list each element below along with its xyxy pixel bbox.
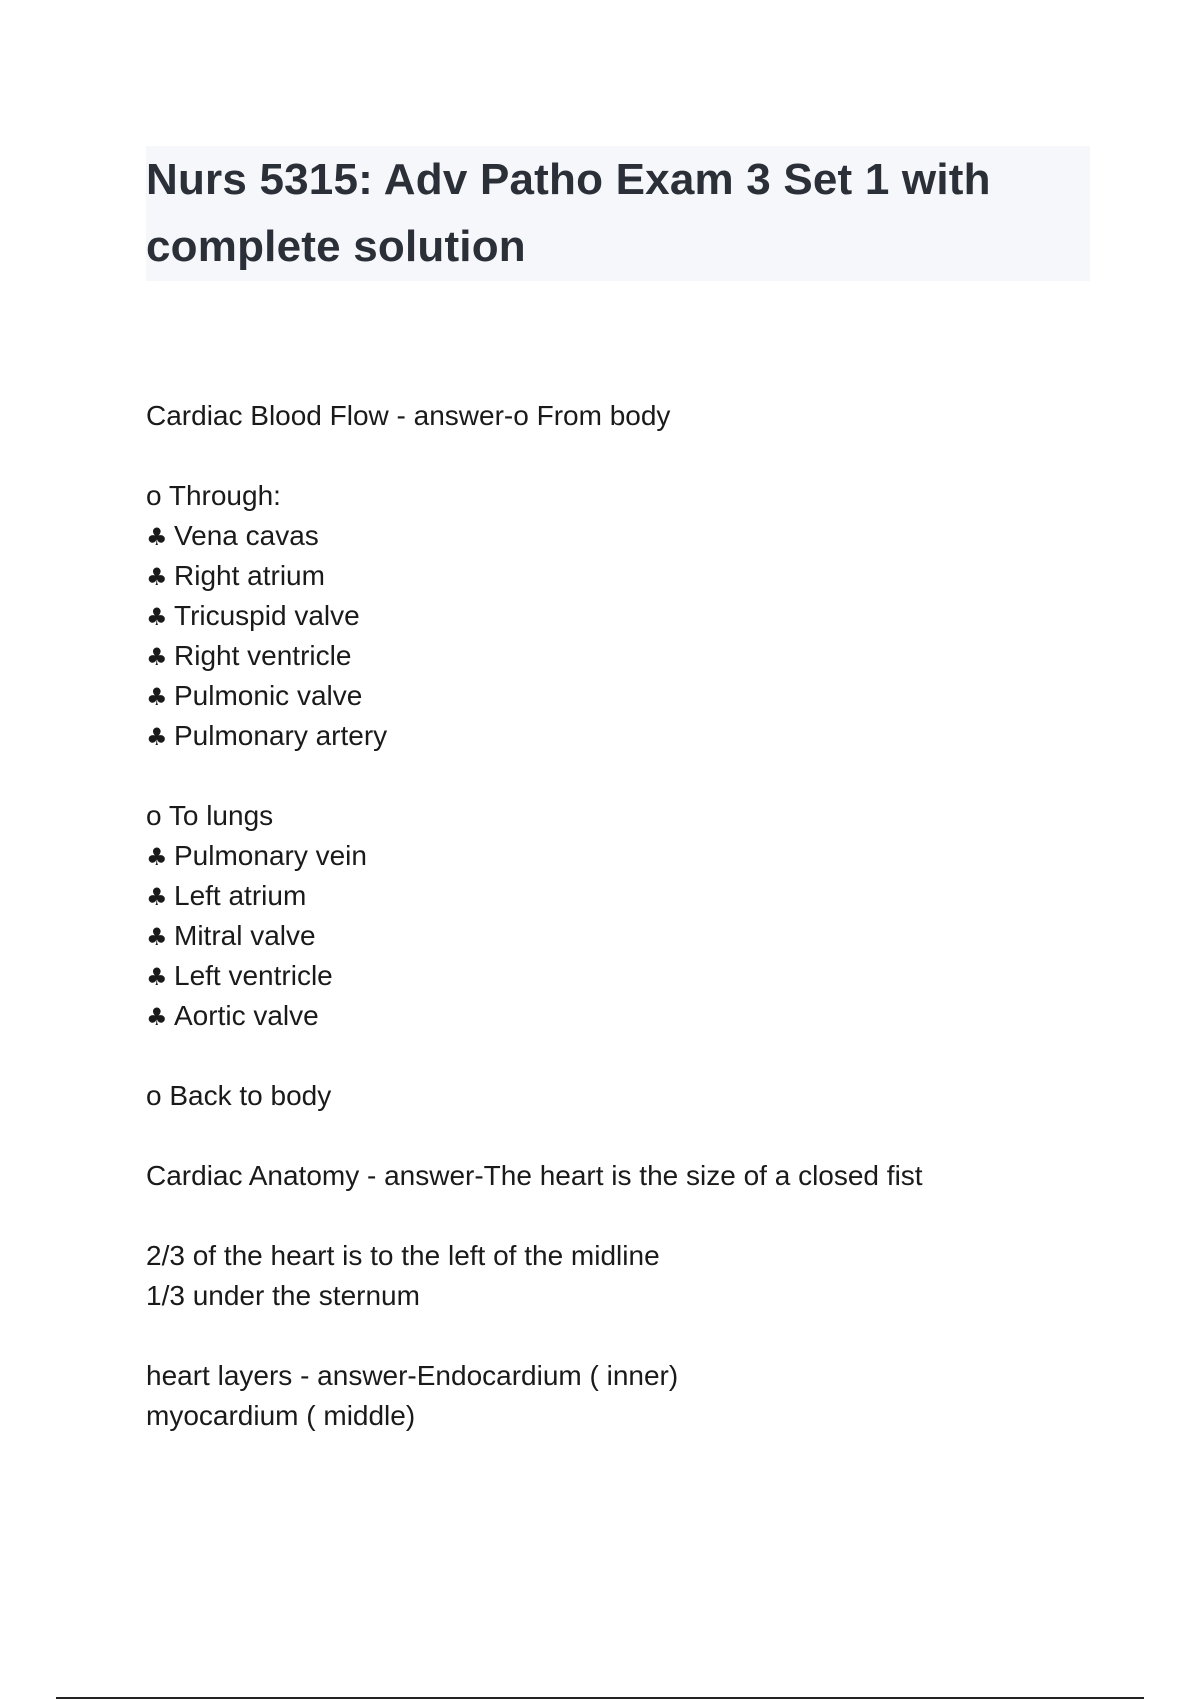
answer-line: myocardium ( middle) <box>146 1400 416 1431</box>
list-item: ♣ Vena cavas <box>146 516 1106 556</box>
club-bullet-icon: ♣ <box>146 883 168 911</box>
title-banner <box>146 146 1090 281</box>
title-line-2: complete solution <box>146 222 526 271</box>
through-heading: o Through: <box>146 480 281 511</box>
list-item: ♣ Left ventricle <box>146 956 1106 996</box>
spacer <box>146 1316 1106 1356</box>
answer-line: 2/3 of the heart is to the left of the midline <box>146 1240 660 1271</box>
club-bullet-icon: ♣ <box>146 1003 168 1031</box>
club-bullet-icon: ♣ <box>146 723 168 751</box>
list-item: ♣ Mitral valve <box>146 916 1106 956</box>
spacer <box>146 1036 1106 1076</box>
club-bullet-icon: ♣ <box>146 563 168 591</box>
list-item: ♣ Aortic valve <box>146 996 1106 1036</box>
list-item: ♣ Left atrium <box>146 876 1106 916</box>
list-item: ♣ Pulmonary artery <box>146 716 1106 756</box>
club-bullet-icon: ♣ <box>146 923 168 951</box>
list-item: ♣ Pulmonary vein <box>146 836 1106 876</box>
spacer <box>146 1196 1106 1236</box>
club-bullet-icon: ♣ <box>146 523 168 551</box>
question-heart-layers: heart layers - answer-Endocardium ( inner) <box>146 1360 679 1391</box>
question-cardiac-anatomy: Cardiac Anatomy - answer-The heart is the size of a closed fist <box>146 1160 923 1191</box>
list-item: ♣ Pulmonic valve <box>146 676 1106 716</box>
document-title <box>146 146 1090 280</box>
back-to-body-line: o Back to body <box>146 1080 332 1111</box>
answer-line: 1/3 under the sternum <box>146 1280 420 1311</box>
club-bullet-icon: ♣ <box>146 683 168 711</box>
club-bullet-icon: ♣ <box>146 843 168 871</box>
list-item: ♣ Tricuspid valve <box>146 596 1106 636</box>
lungs-heading: o To lungs <box>146 800 274 831</box>
spacer <box>146 436 1106 476</box>
page-bottom-divider <box>56 1697 1144 1699</box>
list-item: ♣ Right ventricle <box>146 636 1106 676</box>
title-line-1: Nurs 5315: Adv Patho Exam 3 Set 1 with <box>146 155 991 204</box>
document-body <box>146 396 1106 1436</box>
list-item: ♣ Right atrium <box>146 556 1106 596</box>
spacer <box>146 1116 1106 1156</box>
club-bullet-icon: ♣ <box>146 963 168 991</box>
question-cardiac-blood-flow: Cardiac Blood Flow - answer-o From body <box>146 400 671 431</box>
club-bullet-icon: ♣ <box>146 643 168 671</box>
spacer <box>146 756 1106 796</box>
club-bullet-icon: ♣ <box>146 603 168 631</box>
